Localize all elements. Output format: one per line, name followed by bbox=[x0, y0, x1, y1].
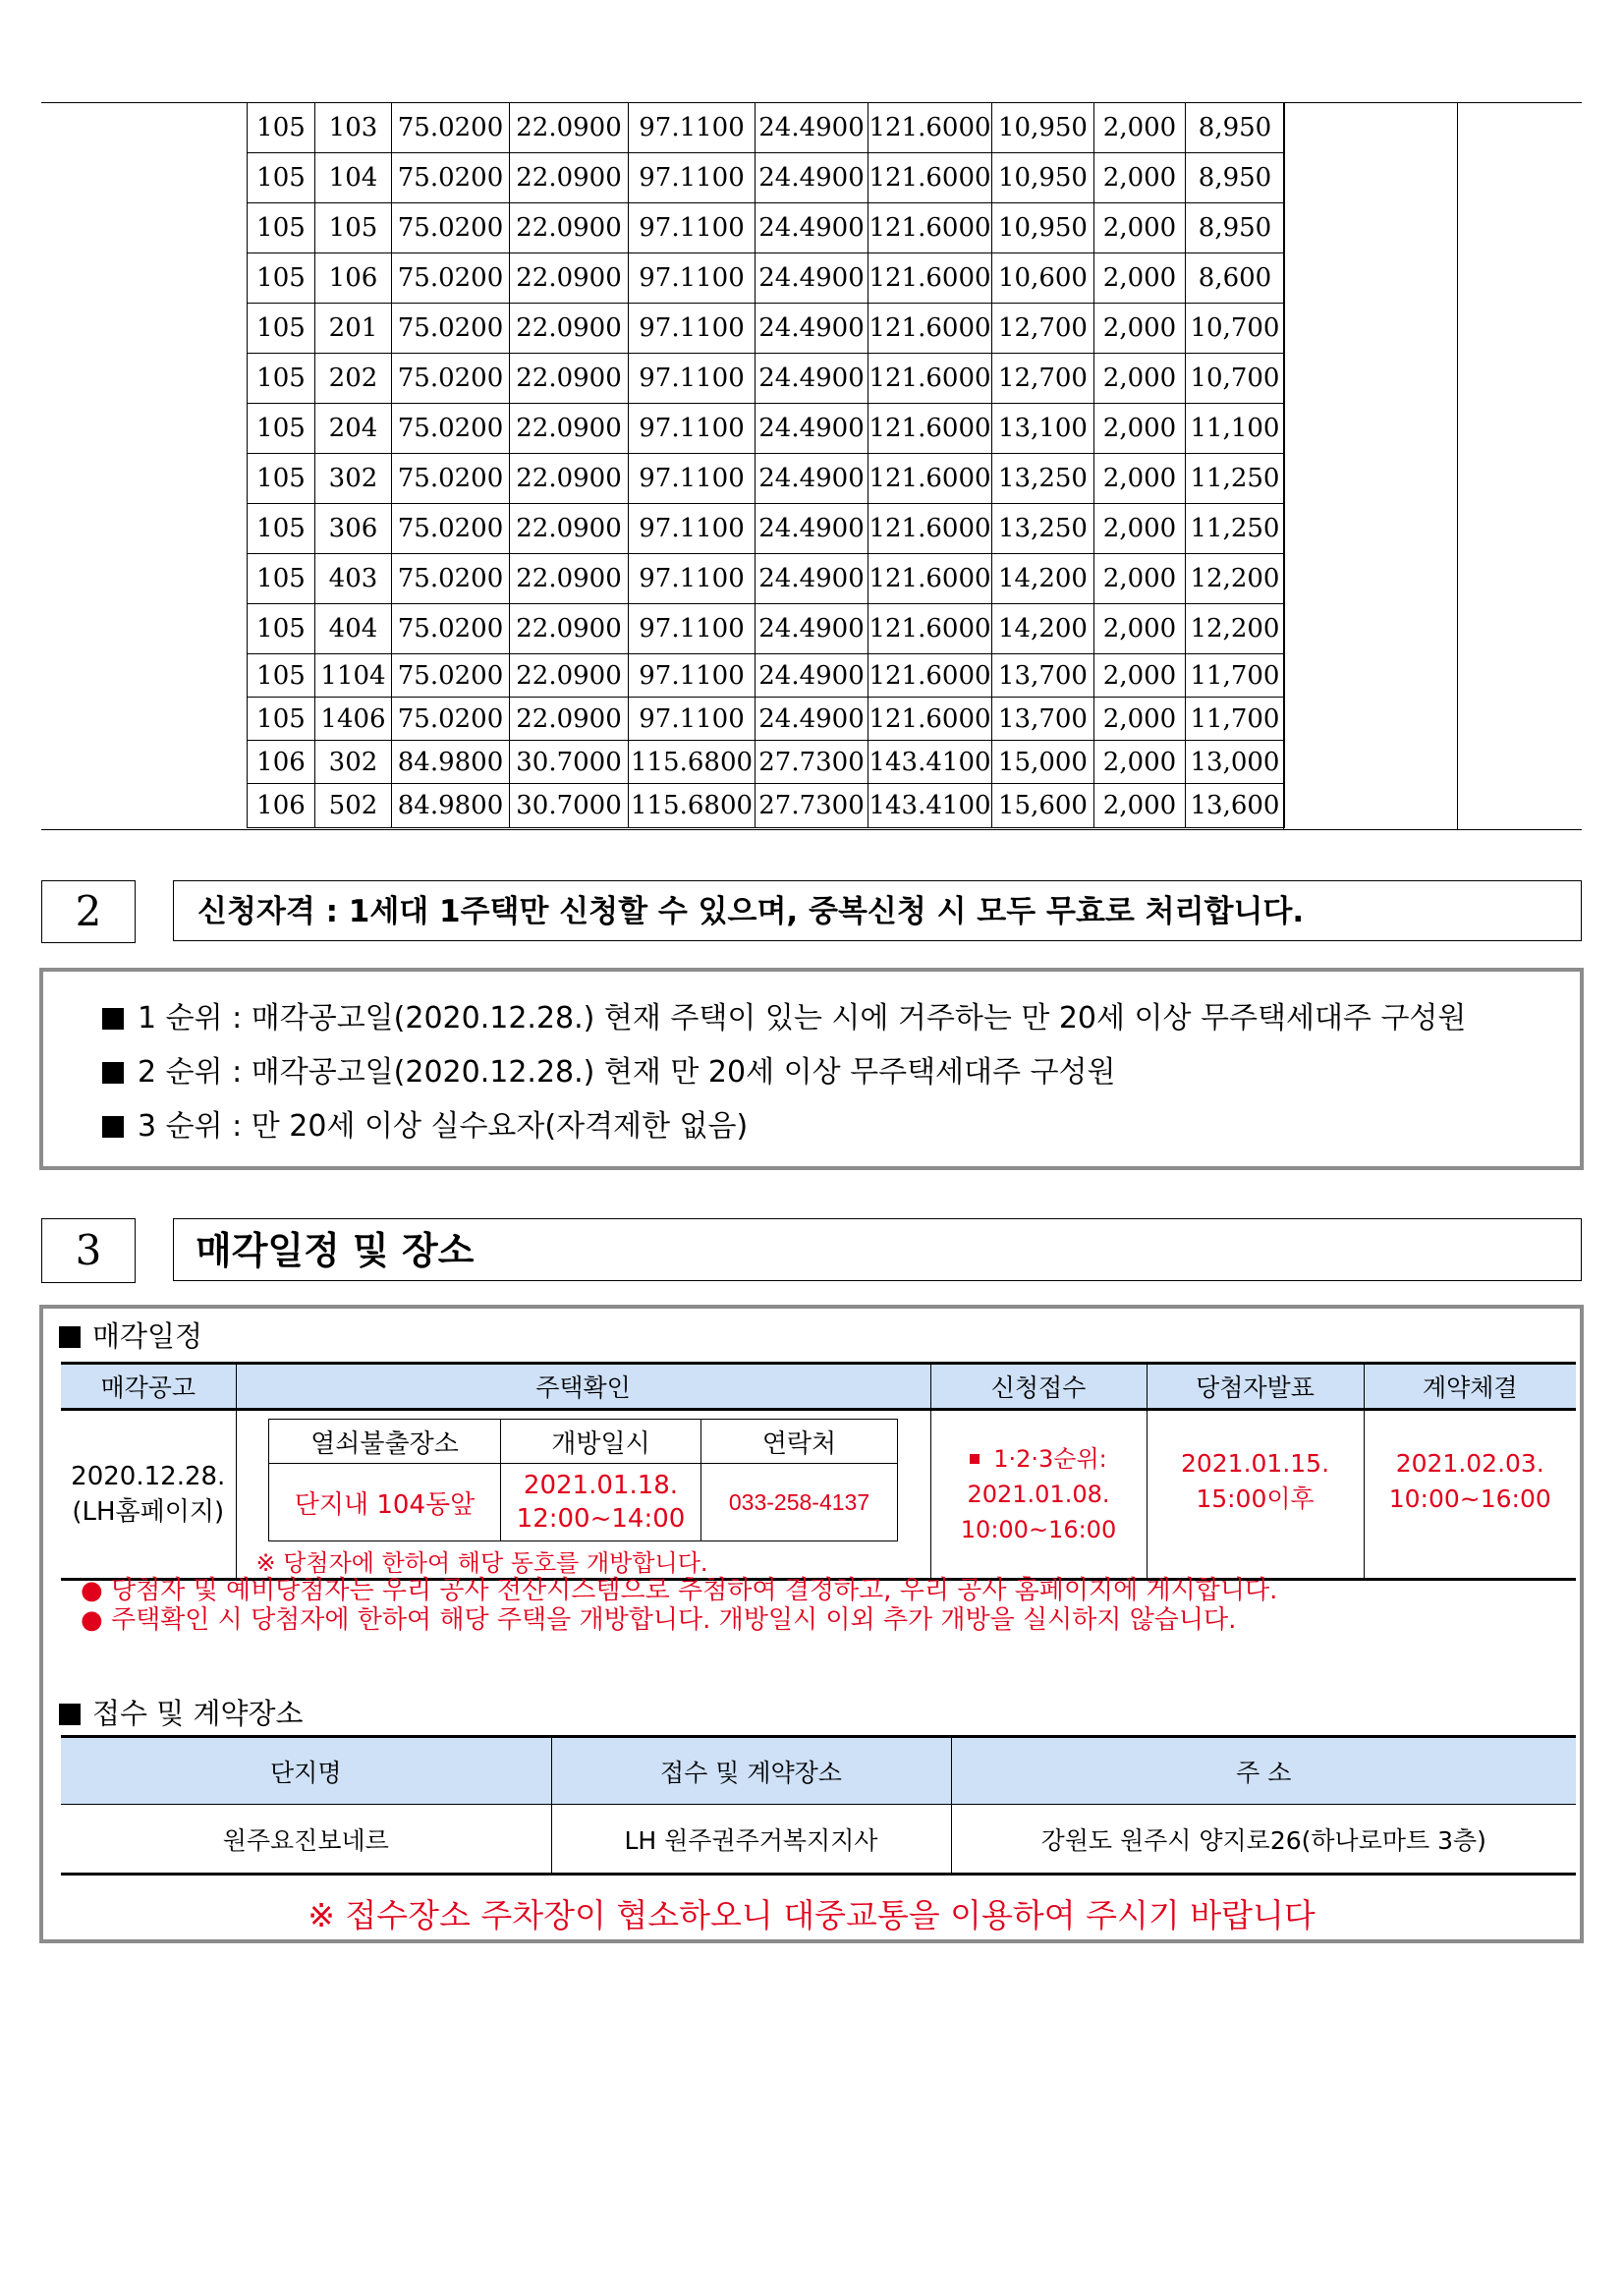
table-cell: 75.0200 bbox=[392, 153, 510, 203]
table-cell: 121.6000 bbox=[868, 654, 992, 698]
table-cell: 105 bbox=[248, 604, 315, 654]
table-cell: 24.4900 bbox=[756, 454, 868, 504]
table-cell: 27.7300 bbox=[756, 784, 868, 828]
table-cell: 22.0900 bbox=[510, 404, 629, 454]
table-cell: 12,700 bbox=[992, 354, 1094, 404]
table-cell: 121.6000 bbox=[868, 203, 992, 253]
schedule-table bbox=[61, 1362, 1576, 1581]
table-cell: 75.0200 bbox=[392, 404, 510, 454]
place-header: 주 소 bbox=[951, 1737, 1576, 1805]
table-cell: 24.4900 bbox=[756, 103, 868, 153]
table-cell: 22.0900 bbox=[510, 604, 629, 654]
section-3-number: 3 bbox=[41, 1218, 136, 1283]
table-cell: 8,950 bbox=[1186, 103, 1285, 153]
table-cell: 75.0200 bbox=[392, 354, 510, 404]
table-cell: 306 bbox=[315, 504, 392, 554]
table-cell: 105 bbox=[248, 203, 315, 253]
table-row bbox=[248, 304, 1285, 354]
table-cell: 2,000 bbox=[1094, 698, 1186, 741]
table-cell: 22.0900 bbox=[510, 153, 629, 203]
table-cell: 121.6000 bbox=[868, 304, 992, 354]
table-cell: 121.6000 bbox=[868, 604, 992, 654]
table-cell: 24.4900 bbox=[756, 698, 868, 741]
table-cell: 105 bbox=[248, 103, 315, 153]
table-cell: 2,000 bbox=[1094, 304, 1186, 354]
table-cell: 121.6000 bbox=[868, 103, 992, 153]
square-bullet-icon bbox=[102, 1062, 124, 1084]
unit-price-table bbox=[247, 102, 1285, 828]
table-cell: 97.1100 bbox=[629, 103, 756, 153]
table-cell: 75.0200 bbox=[392, 654, 510, 698]
table-cell: 97.1100 bbox=[629, 504, 756, 554]
table-cell: 121.6000 bbox=[868, 554, 992, 604]
table-cell: 22.0900 bbox=[510, 504, 629, 554]
apply-cell: 1·2·3순위: 2021.01.08. 10:00~16:00 bbox=[930, 1410, 1147, 1580]
table-cell: 13,600 bbox=[1186, 784, 1285, 828]
table-cell: 13,100 bbox=[992, 404, 1094, 454]
table-cell: 24.4900 bbox=[756, 253, 868, 304]
table-cell: 13,250 bbox=[992, 454, 1094, 504]
square-bullet-icon bbox=[102, 1008, 124, 1030]
schedule-header: 신청접수 bbox=[930, 1364, 1147, 1410]
place-table bbox=[61, 1735, 1576, 1876]
table-row bbox=[248, 554, 1285, 604]
table-row bbox=[248, 698, 1285, 741]
table-cell: 106 bbox=[248, 784, 315, 828]
table-row bbox=[248, 354, 1285, 404]
table-cell: 8,600 bbox=[1186, 253, 1285, 304]
table-cell: 121.6000 bbox=[868, 153, 992, 203]
table-cell: 97.1100 bbox=[629, 304, 756, 354]
table-cell: 1104 bbox=[315, 654, 392, 698]
table-cell: 22.0900 bbox=[510, 103, 629, 153]
table-cell: 105 bbox=[248, 253, 315, 304]
inner-header: 연락처 bbox=[701, 1420, 898, 1464]
table-row bbox=[248, 404, 1285, 454]
table-cell: 30.7000 bbox=[510, 784, 629, 828]
table-cell: 2,000 bbox=[1094, 504, 1186, 554]
table-cell: 97.1100 bbox=[629, 253, 756, 304]
table-cell: 121.6000 bbox=[868, 698, 992, 741]
table-cell: 106 bbox=[248, 741, 315, 784]
table-cell: 97.1100 bbox=[629, 454, 756, 504]
table-cell: 302 bbox=[315, 741, 392, 784]
table-cell: 121.6000 bbox=[868, 504, 992, 554]
table-cell: 105 bbox=[248, 304, 315, 354]
table-cell: 75.0200 bbox=[392, 103, 510, 153]
table-cell: 2,000 bbox=[1094, 741, 1186, 784]
table-cell: 8,950 bbox=[1186, 203, 1285, 253]
table-cell: 84.9800 bbox=[392, 784, 510, 828]
qualification-box bbox=[39, 968, 1584, 1170]
table-cell: 24.4900 bbox=[756, 554, 868, 604]
table-cell: 404 bbox=[315, 604, 392, 654]
square-bullet-icon bbox=[102, 1116, 124, 1138]
table-cell: 1406 bbox=[315, 698, 392, 741]
table-row bbox=[248, 153, 1285, 203]
table-cell: 204 bbox=[315, 404, 392, 454]
table-cell: 24.4900 bbox=[756, 203, 868, 253]
table-cell: 12,200 bbox=[1186, 554, 1285, 604]
winner-cell: 2021.01.15. 15:00이후 bbox=[1147, 1410, 1364, 1580]
table-cell: 10,700 bbox=[1186, 304, 1285, 354]
table-col-divider bbox=[1457, 102, 1458, 830]
table-cell: 10,600 bbox=[992, 253, 1094, 304]
complex-name: 원주요진보네르 bbox=[61, 1805, 551, 1875]
table-cell: 15,000 bbox=[992, 741, 1094, 784]
red-square-bullet-icon bbox=[970, 1454, 980, 1464]
table-row bbox=[248, 103, 1285, 153]
table-cell: 10,950 bbox=[992, 153, 1094, 203]
table-cell: 11,250 bbox=[1186, 504, 1285, 554]
table-row bbox=[248, 203, 1285, 253]
table-cell: 97.1100 bbox=[629, 354, 756, 404]
table-cell: 22.0900 bbox=[510, 454, 629, 504]
table-cell: 2,000 bbox=[1094, 103, 1186, 153]
table-cell: 103 bbox=[315, 103, 392, 153]
table-cell: 22.0900 bbox=[510, 654, 629, 698]
schedule-header: 당첨자발표 bbox=[1147, 1364, 1364, 1410]
table-cell: 202 bbox=[315, 354, 392, 404]
table-cell: 24.4900 bbox=[756, 304, 868, 354]
table-row bbox=[248, 604, 1285, 654]
table-cell: 22.0900 bbox=[510, 304, 629, 354]
table-cell: 12,700 bbox=[992, 304, 1094, 354]
table-cell: 97.1100 bbox=[629, 604, 756, 654]
schedule-notice: ● 당첨자 및 예비당첨자는 우리 공사 전산시스템으로 추첨하여 결정하고, 우리 공사 홈페이지에 게시합니다. bbox=[81, 1576, 1278, 1605]
inner-header: 개방일시 bbox=[501, 1420, 701, 1464]
table-cell: 24.4900 bbox=[756, 604, 868, 654]
table-cell: 106 bbox=[315, 253, 392, 304]
table-bottom-rule bbox=[41, 829, 1582, 830]
contract-cell: 2021.02.03. 10:00~16:00 bbox=[1364, 1410, 1576, 1580]
table-cell: 14,200 bbox=[992, 554, 1094, 604]
table-cell: 22.0900 bbox=[510, 253, 629, 304]
table-row bbox=[248, 741, 1285, 784]
table-cell: 84.9800 bbox=[392, 741, 510, 784]
table-cell: 105 bbox=[248, 454, 315, 504]
house-check-table bbox=[268, 1419, 898, 1541]
table-cell: 22.0900 bbox=[510, 203, 629, 253]
table-row bbox=[248, 654, 1285, 698]
table-cell: 75.0200 bbox=[392, 554, 510, 604]
table-cell: 105 bbox=[248, 354, 315, 404]
table-cell: 2,000 bbox=[1094, 354, 1186, 404]
table-cell: 2,000 bbox=[1094, 253, 1186, 304]
table-cell: 10,700 bbox=[1186, 354, 1285, 404]
inner-header: 열쇠불출장소 bbox=[269, 1420, 501, 1464]
announce-cell: 2020.12.28. (LH홈페이지) bbox=[61, 1410, 236, 1580]
table-cell: 115.6800 bbox=[629, 741, 756, 784]
table-cell: 22.0900 bbox=[510, 554, 629, 604]
table-cell: 2,000 bbox=[1094, 153, 1186, 203]
table-cell: 12,200 bbox=[1186, 604, 1285, 654]
table-cell: 2,000 bbox=[1094, 654, 1186, 698]
table-cell: 11,250 bbox=[1186, 454, 1285, 504]
table-cell: 97.1100 bbox=[629, 203, 756, 253]
table-cell: 24.4900 bbox=[756, 354, 868, 404]
table-cell: 143.4100 bbox=[868, 784, 992, 828]
table-cell: 121.6000 bbox=[868, 454, 992, 504]
address: 강원도 원주시 양지로26(하나로마트 3층) bbox=[951, 1805, 1576, 1875]
table-cell: 13,700 bbox=[992, 654, 1094, 698]
table-cell: 97.1100 bbox=[629, 153, 756, 203]
table-cell: 105 bbox=[248, 698, 315, 741]
schedule-header: 주택확인 bbox=[236, 1364, 930, 1410]
schedule-notice: ● 주택확인 시 당첨자에 한하여 해당 주택을 개방합니다. 개방일시 이외 추가 개방을 실시하지 않습니다. bbox=[81, 1605, 1237, 1635]
table-cell: 302 bbox=[315, 454, 392, 504]
house-check-note: ※ 당첨자에 한하여 해당 동호를 개방합니다. bbox=[255, 1549, 708, 1577]
table-cell: 121.6000 bbox=[868, 253, 992, 304]
table-cell: 97.1100 bbox=[629, 654, 756, 698]
table-cell: 75.0200 bbox=[392, 253, 510, 304]
square-bullet-icon bbox=[59, 1326, 81, 1348]
table-cell: 14,200 bbox=[992, 604, 1094, 654]
table-cell: 2,000 bbox=[1094, 203, 1186, 253]
table-cell: 121.6000 bbox=[868, 404, 992, 454]
table-cell: 10,950 bbox=[992, 203, 1094, 253]
house-check-cell bbox=[236, 1410, 930, 1580]
table-cell: 97.1100 bbox=[629, 698, 756, 741]
section-2-title: 신청자격 : 1세대 1주택만 신청할 수 있으며, 중복신청 시 모두 무효로 처리합니다. bbox=[173, 880, 1582, 941]
table-cell: 8,950 bbox=[1186, 153, 1285, 203]
table-cell: 75.0200 bbox=[392, 203, 510, 253]
square-bullet-icon bbox=[59, 1704, 81, 1725]
parking-notice: ※ 접수장소 주차장이 협소하오니 대중교통을 이용하여 주시기 바랍니다 bbox=[308, 1896, 1316, 1934]
qualification-item: 1 순위 : 매각공고일(2020.12.28.) 현재 주택이 있는 시에 거주하는 만 20세 이상 무주택세대주 구성원 bbox=[102, 993, 1466, 1036]
table-cell: 105 bbox=[248, 153, 315, 203]
table-cell: 2,000 bbox=[1094, 604, 1186, 654]
contact-phone: 033-258-4137 bbox=[701, 1464, 898, 1541]
table-cell: 15,600 bbox=[992, 784, 1094, 828]
table-cell: 13,000 bbox=[1186, 741, 1285, 784]
table-cell: 2,000 bbox=[1094, 784, 1186, 828]
table-cell: 97.1100 bbox=[629, 404, 756, 454]
table-cell: 143.4100 bbox=[868, 741, 992, 784]
qualification-item: 3 순위 : 만 20세 이상 실수요자(자격제한 없음) bbox=[102, 1101, 748, 1145]
table-cell: 502 bbox=[315, 784, 392, 828]
table-cell: 115.6800 bbox=[629, 784, 756, 828]
table-cell: 75.0200 bbox=[392, 604, 510, 654]
place-header: 접수 및 계약장소 bbox=[551, 1737, 951, 1805]
table-cell: 105 bbox=[248, 404, 315, 454]
table-cell: 105 bbox=[315, 203, 392, 253]
key-place: 단지내 104동앞 bbox=[269, 1464, 501, 1541]
table-cell: 24.4900 bbox=[756, 404, 868, 454]
contract-place: LH 원주권주거복지지사 bbox=[551, 1805, 951, 1875]
table-cell: 27.7300 bbox=[756, 741, 868, 784]
table-cell: 11,700 bbox=[1186, 698, 1285, 741]
table-cell: 105 bbox=[248, 554, 315, 604]
table-cell: 75.0200 bbox=[392, 304, 510, 354]
place-header: 단지명 bbox=[61, 1737, 551, 1805]
table-cell: 403 bbox=[315, 554, 392, 604]
table-row bbox=[248, 253, 1285, 304]
table-row bbox=[248, 784, 1285, 828]
table-cell: 121.6000 bbox=[868, 354, 992, 404]
schedule-header: 매각공고 bbox=[61, 1364, 236, 1410]
table-cell: 22.0900 bbox=[510, 698, 629, 741]
table-cell: 105 bbox=[248, 654, 315, 698]
table-cell: 2,000 bbox=[1094, 404, 1186, 454]
table-cell: 104 bbox=[315, 153, 392, 203]
section-3-title: 매각일정 및 장소 bbox=[173, 1218, 1582, 1281]
qualification-item: 2 순위 : 매각공고일(2020.12.28.) 현재 만 20세 이상 무주택세대주 구성원 bbox=[102, 1047, 1115, 1091]
table-cell: 75.0200 bbox=[392, 504, 510, 554]
table-cell: 11,100 bbox=[1186, 404, 1285, 454]
table-cell: 24.4900 bbox=[756, 504, 868, 554]
table-cell: 24.4900 bbox=[756, 153, 868, 203]
schedule-heading: 매각일정 bbox=[59, 1315, 202, 1355]
table-row bbox=[248, 454, 1285, 504]
schedule-header: 계약체결 bbox=[1364, 1364, 1576, 1410]
table-cell: 13,700 bbox=[992, 698, 1094, 741]
table-cell: 30.7000 bbox=[510, 741, 629, 784]
table-cell: 75.0200 bbox=[392, 454, 510, 504]
open-datetime: 2021.01.18. 12:00~14:00 bbox=[501, 1464, 701, 1541]
table-cell: 105 bbox=[248, 504, 315, 554]
table-cell: 2,000 bbox=[1094, 454, 1186, 504]
section-2-number: 2 bbox=[41, 880, 136, 943]
table-cell: 75.0200 bbox=[392, 698, 510, 741]
place-heading: 접수 및 계약장소 bbox=[59, 1692, 304, 1732]
table-cell: 24.4900 bbox=[756, 654, 868, 698]
table-row bbox=[248, 504, 1285, 554]
table-cell: 11,700 bbox=[1186, 654, 1285, 698]
table-cell: 201 bbox=[315, 304, 392, 354]
table-cell: 97.1100 bbox=[629, 554, 756, 604]
table-cell: 10,950 bbox=[992, 103, 1094, 153]
table-cell: 22.0900 bbox=[510, 354, 629, 404]
table-cell: 2,000 bbox=[1094, 554, 1186, 604]
table-cell: 13,250 bbox=[992, 504, 1094, 554]
